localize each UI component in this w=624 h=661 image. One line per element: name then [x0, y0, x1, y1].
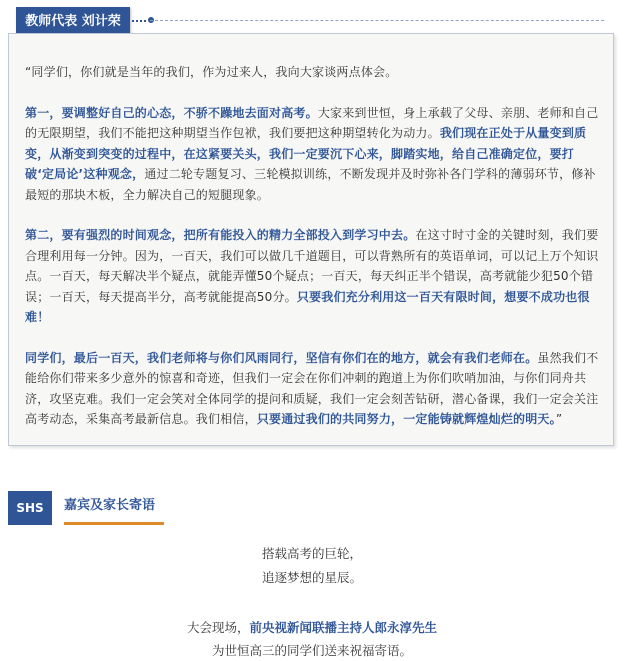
- teacher-representative-tag: 教师代表 刘计荣: [16, 7, 130, 37]
- closing-line-2: 追逐梦想的星辰。: [261, 570, 362, 585]
- speech-conclusion: [25, 348, 599, 430]
- shs-badge: SHS: [8, 491, 52, 525]
- p4-seg-3: ”: [555, 412, 563, 426]
- p3-seg-2: 只要我们充分利用这一百天有限时间，想要不成功也很难！: [25, 289, 590, 324]
- title-dotted-connector: [132, 20, 146, 22]
- speech-card: [8, 33, 614, 446]
- closing-line-3-prefix: 大会现场，: [186, 620, 250, 635]
- closing-line-1: 搭载高考的巨轮，: [261, 546, 362, 561]
- p2-seg-0: 第一，要调整好自己的心态，不骄不躁地去面对高考。: [25, 105, 318, 120]
- p2-seg-2: 我们现在正处于从量变到质变，从渐变到突变的过程中，在这紧要关头，我们一定要沉下心来，脚踏实地，给自己准确定位，要打破‘定局论’这种观念，: [25, 126, 587, 181]
- p3-seg-0: 第二，要有强烈的时间观念，把所有能投入的精力全部投入到学习中去。: [25, 228, 416, 242]
- p4-seg-1: 虽然我们不能给你们带来多少意外的惊喜和奇迹，但我们一定会在你们冲刺的跑道上为你们吹哨加油，与你们同舟共济，攻坚克难。我们一定会笑对全体同学的提问和质疑，我们一定会刻苦钻研，潜心备课，我们一定会关注高考动态，采集高考最新信息。我们相信，: [25, 350, 599, 426]
- closing-line-4: 为世恒高三的同学们送来祝福寄语。: [211, 643, 412, 658]
- p3-seg-1: 在这寸时寸金的关键时刻，我们要合理利用每一分钟。因为，一百天，我们可以做几千道题目，可以背熟所有的英语单词，可以记上万个知识点。一百天，每天解决半个疑点，就能弄懂50个疑点；一百天，每天纠正半个错误，高考就能少犯50个错误；一百天，每天提高半分，高考就能提高50分。: [25, 228, 599, 304]
- closing-line-3: [0, 618, 624, 638]
- guest-name-highlight: 前央视新闻联播主持人郎永淳先生: [249, 620, 438, 635]
- section-title: 嘉宾及家长寄语: [64, 498, 156, 513]
- p2-seg-3: 通过二轮专题复习、三轮模拟训练，不断发现并及时弥补各门学科的薄弱环节，修补最短的那块木板，全力解决自己的短腿现象。: [25, 167, 596, 202]
- p4-seg-2: 只要通过我们的共同努力，一定能铸就辉煌灿烂的明天。: [256, 412, 556, 426]
- p2-seg-1: 大家来到世恒，身上承载了父母、亲朋、老师和自己的无限期望，我们不能把这种期望当作包袱，我们要把这种期望转化为动力。: [25, 105, 599, 140]
- section-title-underline: [64, 522, 164, 525]
- speech-point-one: [25, 103, 599, 206]
- speech-intro: “同学们，你们就是当年的我们，作为过来人，我向大家谈两点体会。: [25, 65, 398, 79]
- title-dashed-line: [150, 20, 604, 21]
- speech-point-two: [25, 225, 599, 328]
- p4-seg-0: 同学们，最后一百天，我们老师将与你们风雨同行，坚信有你们在的地方，就会有我们老师在。: [25, 350, 538, 365]
